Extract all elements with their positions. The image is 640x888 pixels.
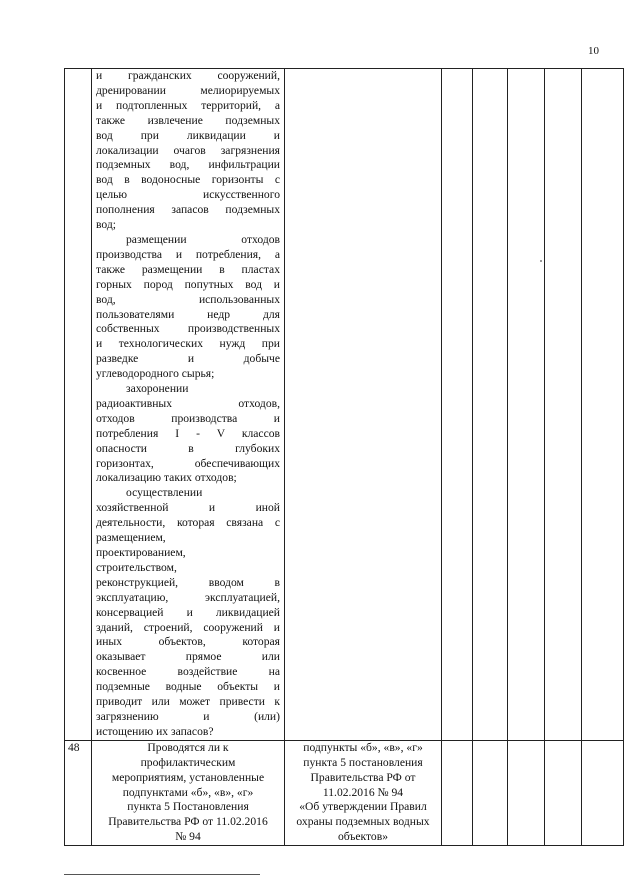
text-line: вод при ликвидации и xyxy=(96,128,280,142)
legal-reference-cell xyxy=(285,740,442,845)
text-line: деятельности, которая связана с xyxy=(96,516,280,530)
text-line: размещением, xyxy=(96,531,166,545)
scan-speck xyxy=(540,260,542,262)
text-line: собственных производственных xyxy=(96,322,280,336)
text-line: строительством, xyxy=(96,560,177,574)
text-line: локализацию таких отходов; xyxy=(96,471,237,485)
text-line: производства и потребления, а xyxy=(96,247,280,261)
text-line: эксплуатацию, эксплуатацией, xyxy=(96,590,280,604)
text-line: радиоактивных отходов, xyxy=(96,396,280,410)
text-line: пункта 5 постановления xyxy=(303,755,423,769)
text-line: приводит или может привести к xyxy=(96,695,280,709)
answer-cell xyxy=(442,740,473,845)
text-line: проектированием, xyxy=(96,546,186,559)
text-line: и гражданских сооружений, xyxy=(96,69,280,82)
text-line: потребления I - V классов xyxy=(96,426,280,440)
requirement-continuation-cell xyxy=(92,69,285,741)
text-line: горизонтах, обеспечивающих xyxy=(96,456,280,470)
text-line: № 94 xyxy=(175,830,201,844)
answer-cell xyxy=(473,740,508,845)
table-row-continuation xyxy=(65,69,624,741)
text-line: подземных вод, инфильтрации xyxy=(96,158,280,172)
text-line: подпунктами «б», «в», «г» xyxy=(122,785,254,799)
text-line: иных объектов, которая xyxy=(96,635,280,649)
text-line: «Об утверждении Правил xyxy=(299,800,427,814)
answer-cell xyxy=(508,69,545,741)
footnote-rule xyxy=(64,874,260,875)
text-line: и технологических нужд при xyxy=(96,337,280,351)
text-line: дренировании мелиорируемых xyxy=(96,83,280,97)
text-line: целью искусственного xyxy=(96,188,280,202)
answer-cell xyxy=(473,69,508,741)
text-line: профилактическим xyxy=(140,755,236,769)
text-line: подпункты «б», «в», «г» xyxy=(303,740,423,754)
answer-cell xyxy=(545,740,582,845)
text-line: подземные водные объекты и xyxy=(96,680,280,694)
comment-cell xyxy=(582,740,624,845)
text-line: и подтопленных территорий, а xyxy=(96,98,280,112)
checklist-table xyxy=(64,68,624,846)
row-number-cell: 48 xyxy=(65,740,92,845)
answer-cell xyxy=(545,69,582,741)
text-line: оказывает прямое или xyxy=(96,650,280,664)
text-line: разведке и добыче xyxy=(96,352,280,366)
text-line: горных пород попутных вод и xyxy=(96,277,280,291)
text-line: захоронении xyxy=(126,382,189,396)
text-line: консервацией и ликвидацией xyxy=(96,605,280,619)
text-line: осуществлении xyxy=(126,486,203,500)
text-line: охраны подземных водных xyxy=(296,815,430,829)
text-line: загрязнению и (или) xyxy=(96,709,280,723)
text-line: 11.02.2016 № 94 xyxy=(322,785,404,799)
text-line: зданий, строений, сооружений и xyxy=(96,620,280,634)
text-line: также размещении в пластах xyxy=(96,262,280,276)
row-number-cell xyxy=(65,69,92,741)
text-line: Проводятся ли к xyxy=(147,740,229,754)
text-line: размещении отходов xyxy=(126,232,280,246)
text-line: хозяйственной и иной xyxy=(96,501,280,515)
answer-cell xyxy=(508,740,545,845)
text-line: мероприятиям, установленные xyxy=(111,770,265,784)
text-line: вод в водоносные горизонты с xyxy=(96,173,280,187)
text-line: опасности в глубоких xyxy=(96,441,280,455)
text-line: пункта 5 Постановления xyxy=(127,800,249,814)
text-line: истощению их запасов? xyxy=(96,724,214,738)
text-line: вод, использованных xyxy=(96,292,280,306)
text-line: Правительства РФ от xyxy=(310,770,416,784)
legal-reference-cell xyxy=(285,69,442,741)
text-line: пополнения запасов подземных xyxy=(96,203,280,217)
text-line: локализации очагов загрязнения xyxy=(96,143,280,157)
text-line: реконструкцией, вводом в xyxy=(96,575,280,589)
text-line: углеводородного сырья; xyxy=(96,367,215,381)
page-number: 10 xyxy=(588,45,599,57)
text-line: косвенное воздействие на xyxy=(96,665,280,679)
text-line: объектов» xyxy=(337,830,388,844)
text-line: пользователями недр для xyxy=(96,307,280,321)
text-line: вод; xyxy=(96,218,116,232)
text-line: отходов производства и xyxy=(96,411,280,425)
text-line: Правительства РФ от 11.02.2016 xyxy=(108,815,268,829)
table-row-48 xyxy=(65,740,624,845)
requirement-cell xyxy=(92,740,285,845)
comment-cell xyxy=(582,69,624,741)
answer-cell xyxy=(442,69,473,741)
text-line: также извлечение подземных xyxy=(96,113,280,127)
